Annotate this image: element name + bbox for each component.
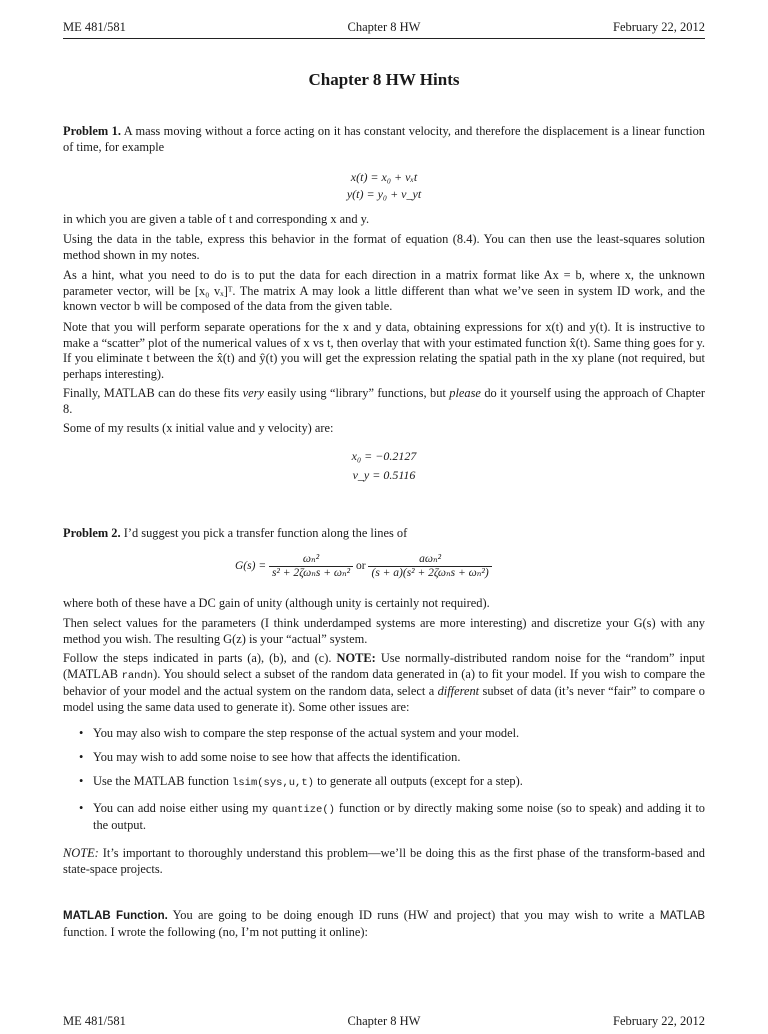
problem1-p4: Note that you will perform separate operations for the x and y data, obtaining expressions for x(t) and y(t). It is instructive to make a “scatter” plot of the numerical values of x vs t, then overlay that with your estimated function x̂(t). Same thing goes for y. If you eliminate t between the x̂(t) and ŷ(t) you will get the expression relating the spatial path in the xy plane (not required, but perhaps interesting). — [63, 320, 705, 381]
fraction-2-num: aωₙ² — [368, 553, 491, 567]
emphasis-very: very — [242, 386, 264, 400]
header-date: February 22, 2012 — [613, 20, 705, 34]
problem1-p3a: As a hint, what you need to do is to put the data for each direction in a matrix format like — [63, 268, 540, 282]
g-lhs: G(s) = — [235, 560, 267, 573]
result-vy: v_y = 0.5116 — [352, 468, 416, 482]
list-item — [79, 801, 705, 834]
problem2-intro — [63, 526, 705, 542]
list-item: • You may also wish to compare the step response of the actual system and your model. — [79, 726, 705, 742]
equation-x: x(t) = x₀ + vₓt — [350, 170, 418, 184]
or-word: or — [356, 560, 366, 573]
problem2-p3b: Use normally-distributed random noise for the “random” input (MATLAB — [63, 651, 705, 681]
footer-course: ME 481/581 — [63, 1014, 126, 1028]
bullet3-text: Use the MATLAB function — [93, 774, 229, 789]
issues-list — [79, 726, 705, 842]
equation-y: y(t) = y₀ + v_yt — [346, 187, 422, 201]
code-quantize: quantize() — [271, 803, 335, 816]
problem2-intro-text: I’d suggest you pick a transfer function along the lines of — [123, 526, 408, 540]
problem2-note — [63, 846, 705, 877]
problem1-label: Problem 1. — [63, 124, 121, 138]
list-item — [79, 774, 705, 792]
matlab-text-a: You are going to be doing enough ID runs (HW and project) that you may wish to write a — [172, 908, 655, 922]
problem1-p1: in which you are given a table of t and corresponding x and y. — [63, 212, 370, 226]
page-header — [63, 18, 705, 39]
matlab-word: MATLAB — [659, 910, 705, 922]
bullet4-rest: function or by directly making some noise (so to speak) and adding it to the output. — [93, 800, 705, 833]
code-lsim: lsim(sys,u,t) — [232, 777, 314, 790]
problem2-p2: Then select values for the parameters (I think underdamped systems are more interesting) and discretize your G(s) with any method you wish. The resulting G(z) is your “actual” system. — [63, 616, 705, 646]
problem1-p5b: easily using “library” functions, but — [267, 386, 446, 400]
fraction-1-num: ωₙ² — [269, 553, 353, 567]
problem2-p3c: ). You should select a subset of the random data generated in (a) to fit your model. If you wish to compare the behavior of your model and the actual system on the random data, select a — [63, 666, 705, 699]
problem1-p6: Some of my results (x initial value and y velocity) are: — [63, 421, 334, 435]
transfer-function-equation — [235, 553, 492, 580]
header-chapter: Chapter 8 HW — [347, 20, 421, 34]
problem1-intro — [63, 124, 705, 155]
problem1-p5a: Finally, MATLAB can do these fits — [63, 386, 240, 400]
emphasis-please: please — [449, 386, 481, 400]
problem1-p3b: Ax = b, where x, the unknown parameter vector, will be [x₀ vₓ]ᵀ. The matrix A may look a little different than what we’ve seen in system ID work, and the known vector b will be composed of the data from the given table. — [63, 268, 705, 314]
problem2-label: Problem 2. — [63, 526, 121, 540]
problem1-p3 — [63, 268, 705, 315]
problem1-intro-text: A mass moving without a force acting on it has constant velocity, and therefore the displacement is a linear function of time, for example — [63, 124, 705, 154]
problem1-p2: Using the data in the table, express this behavior in the format of equation (8.4). You can then use the least-squares solution method shown in my notes. — [63, 232, 705, 262]
bullet3-rest: to generate all outputs (except for a step). — [317, 774, 523, 789]
header-course: ME 481/581 — [63, 20, 126, 34]
problem2-p3 — [63, 651, 705, 715]
fraction-1-den: s² + 2ζωₙs + ωₙ² — [271, 567, 351, 579]
problem2-p3d: subset of data (it’s never “fair” to compare o model using the same data used to generate it). Some other issues are: — [63, 684, 705, 714]
problem1-p5 — [63, 386, 705, 417]
fraction-2-den: (s + a)(s² + 2ζωₙs + ωₙ²) — [371, 567, 489, 579]
fraction-1 — [269, 553, 353, 580]
note-label: NOTE: — [63, 846, 99, 860]
code-randn: randn — [121, 669, 154, 682]
problem2-p3a: Follow the steps indicated in parts (a), (b), and (c). — [63, 651, 332, 665]
list-item: • You may wish to add some noise to see how that affects the identification. — [79, 750, 705, 766]
footer-date: February 22, 2012 — [613, 1014, 705, 1028]
fraction-2 — [368, 553, 491, 580]
page-footer — [63, 1014, 705, 1034]
matlab-text-b: function. I wrote the following (no, I’m not putting it online): — [63, 924, 368, 939]
page-title: Chapter 8 HW Hints — [308, 70, 460, 89]
note-text: It’s important to thoroughly understand this problem—we’ll be doing this as the first phase of the transform-based and state-space projects. — [63, 846, 705, 876]
note-bold: NOTE: — [336, 651, 376, 665]
result-x0: x₀ = −0.2127 — [351, 449, 417, 463]
matlab-section — [63, 908, 705, 940]
emphasis-different: different — [437, 684, 480, 699]
bullet4-text: You can add noise either using my — [93, 800, 269, 815]
matlab-label: MATLAB Function. — [63, 910, 168, 922]
problem2-p1: where both of these have a DC gain of unity (although unity is certainly not required). — [63, 596, 490, 610]
problem1-p5c: do it yourself using the approach of Chapter 8. — [63, 386, 705, 416]
footer-chapter: Chapter 8 HW — [347, 1014, 421, 1028]
